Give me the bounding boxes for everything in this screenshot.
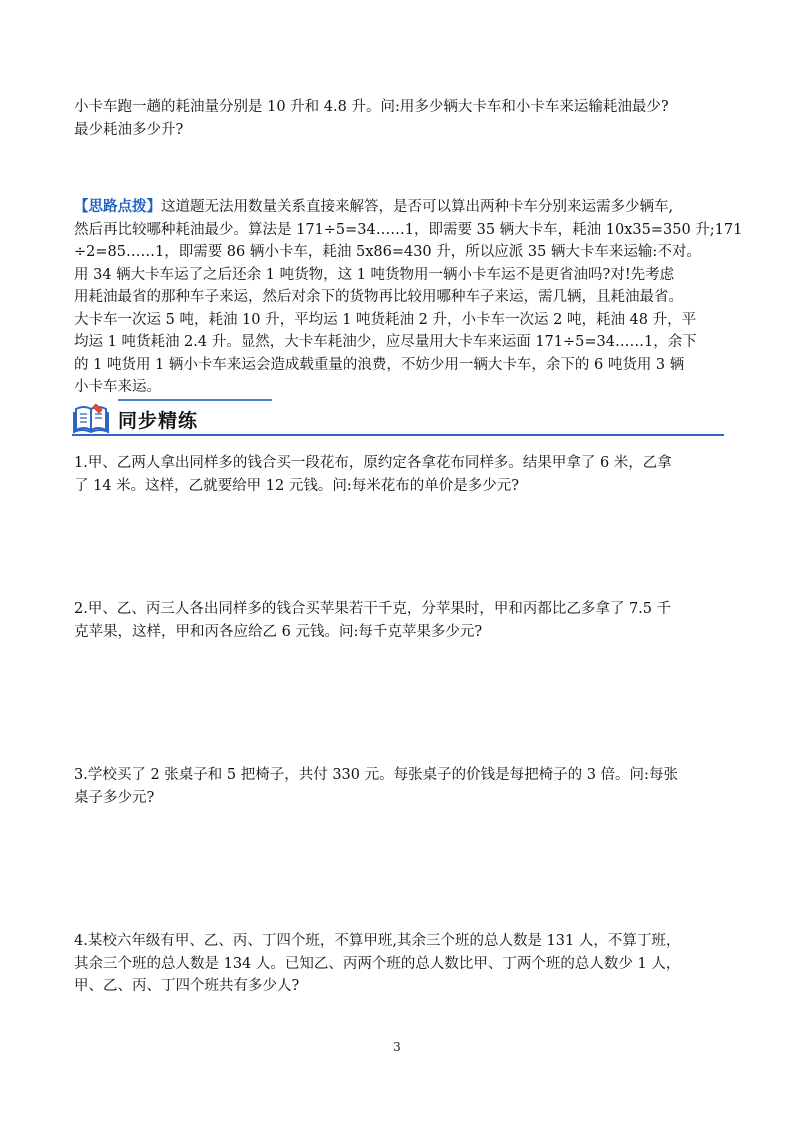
book-icon	[72, 400, 110, 434]
text-line: 大卡车一次运 5 吨，耗油 10 升，平均运 1 吨货耗油 2 升，小卡车一次运 2 吨，耗油 48 升，平	[74, 311, 697, 328]
hint-tag: 【思路点拨】	[74, 198, 161, 215]
text-line: 了 14 米。这样，乙就要给甲 12 元钱。问:每米花布的单价是多少元?	[74, 477, 519, 494]
header-top-rule	[118, 399, 272, 401]
text-line: 4.某校六年级有甲、乙、丙、丁四个班，不算甲班,其余三个班的总人数是 131 人，不算丁班，	[74, 933, 681, 949]
text-line: 然后再比较哪种耗油最少。算法是 171÷5=34……1，即需要 35 辆大卡车，耗油 10x35=350 升;171	[74, 221, 743, 238]
text-line: 的 1 吨货用 1 辆小卡车来运会造成载重量的浪费，不妨少用一辆大卡车，余下的 6 吨货用 3 辆	[74, 356, 685, 373]
text-line: 1.甲、乙两人拿出同样多的钱合买一段花布，原约定各拿花布同样多。结果甲拿了 6 米，乙拿	[74, 455, 672, 471]
page-number: 3	[393, 1040, 401, 1054]
text-line: 用 34 辆大卡车运了之后还余 1 吨货物，这 1 吨货物用一辆小卡车运不是更省油吗?对!先考虑	[74, 266, 675, 283]
text-line: 3.学校买了 2 张桌子和 5 把椅子，共付 330 元。每张桌子的价钱是每把椅子的 3 倍。问:每张	[74, 767, 678, 783]
text-line: 其余三个班的总人数是 134 人。已知乙、丙两个班的总人数比甲、丁两个班的总人数少 1 人，	[74, 955, 681, 972]
section-title: 同步精练	[118, 410, 199, 432]
text-line: 均运 1 吨货耗油 2.4 升。显然，大卡车耗油少，应尽量用大卡车来运面 171÷5=34……1，余下	[74, 334, 697, 350]
text-line: 甲、乙、丙、丁四个班共有多少人?	[74, 978, 300, 994]
text-line	[74, 196, 724, 219]
text-line: 小卡车跑一趟的耗油量分别是 10 升和 4.8 升。问:用多少辆大卡车和小卡车来运输耗油最少?	[74, 99, 669, 115]
problem-continuation	[74, 96, 724, 141]
text-line: ÷2=85……1，即需要 86 辆小卡车，耗油 5x86=430 升，所以应派 35 辆大卡车来运输:不对。	[74, 244, 701, 260]
question-2	[74, 598, 724, 643]
text-line: 最少耗油多少升?	[74, 121, 184, 138]
question-4	[74, 930, 724, 998]
header-bottom-rule	[72, 434, 724, 436]
section-header	[72, 398, 724, 438]
question-3	[74, 764, 724, 809]
question-1	[74, 452, 724, 497]
hint-first-line: 这道题无法用数量关系直接来解答，是否可以算出两种卡车分别来运需多少辆车,	[161, 199, 674, 215]
hint-paragraph	[74, 196, 743, 399]
text-line: 小卡车来运。	[74, 379, 161, 395]
text-line: 桌子多少元?	[74, 789, 155, 806]
text-line: 用耗油最省的那种车子来运，然后对余下的货物再比较用哪种车子来运，需几辆，且耗油最省。	[74, 289, 683, 305]
text-line: 2.甲、乙、丙三人各出同样多的钱合买苹果若干千克，分苹果时，甲和丙都比乙多拿了 7.5 千	[74, 601, 672, 617]
text-line: 克苹果，这样，甲和丙各应给乙 6 元钱。问:每千克苹果多少元?	[74, 623, 483, 640]
